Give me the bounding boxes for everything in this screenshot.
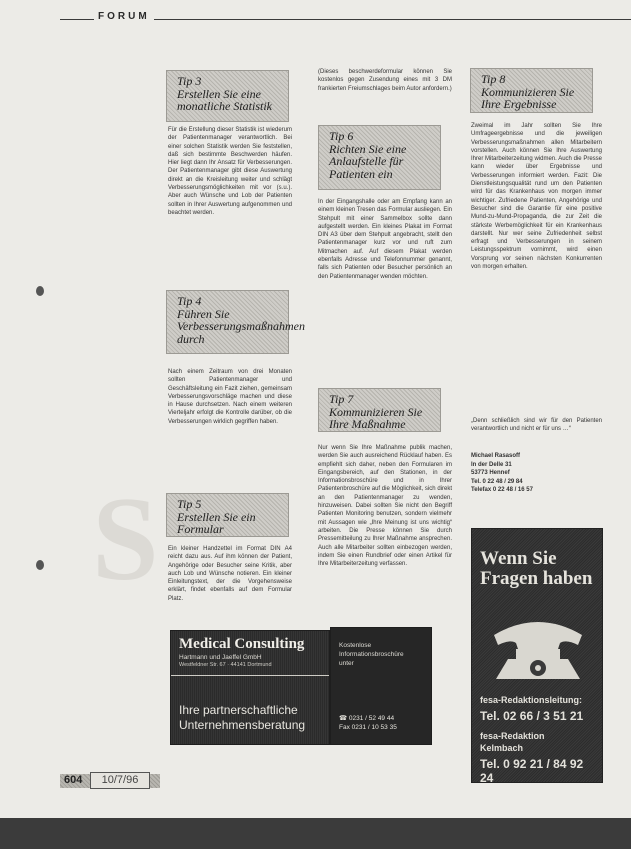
col1-paragraph-1: Für die Erstellung dieser Statistik ist wiederum der Patientenmanager verantwortlich. Bei einer solchen Statistik werden Sie feststellen, daß sich bestimmte Beschwerden häufen. Hier liegt dann Ihr Ansatz für Verbesserungen. Der Patientenmanager gibt diese Auswertung direkt an die Kreisleitung weiter und schlägt Verbesserungsmöglichkeiten mit vor (s.u.). Aber auch Wünsche und Lob der Patienten sollten in Ihrer Auswertung aufgenommen und beachtet werden. xyxy=(168,127,292,216)
col2-paragraph-2: Nur wenn Sie Ihre Maßnahme publik machen, werden Sie auch ausreichend Rücklauf haben. Es empfiehlt sich daher, neben den Formularen im Eingangsbereich, auf den Stationen, in der Informationsbroschüre und in Ihrer Patientenbroschüre auf die Möglichkeit, sich direkt an den Patientenmanager zu wenden, hinzuweisen. Dabei sollten Sie nicht den Begriff Patienten Monitoring benutzen, sondern vielmehr mit Aussagen wie „Ihre Meinung ist uns wichtig“ arbeiten. Die Presse können Sie durch Pressemitteilung zu Ihrer Maßnahme ansprechen. Auch alle Mitarbeiter sollten einbezogen werden, indem Sie einen Rundbrief oder einen Artikel für Ihre Mitarbeiterzeitung verfassen. xyxy=(318,445,452,568)
tip5-box xyxy=(166,493,289,537)
col2-paragraph-0: (Dieses beschwerdeformular können Sie kostenlos gegen Zusendung eines mit 3 DM frankierten Freiumschlages beim Autor anfordern.) xyxy=(318,69,452,92)
tip4-box xyxy=(166,290,305,354)
tip-title: Erstellen Sie eine monatliche Statistik xyxy=(177,86,272,113)
author-fax: Telefax 0 22 48 / 16 57 xyxy=(471,487,533,494)
telephone-icon xyxy=(486,613,590,681)
section-header: FORUM xyxy=(94,11,154,22)
ad-phone-2: Tel. 0 92 21 / 84 92 24 xyxy=(480,757,584,785)
col3-quote: „Denn schließlich sind wir für den Patienten verantwortlich und nicht er für uns …“ xyxy=(471,418,602,433)
consulting-fax: Fax 0231 / 10 53 35 xyxy=(339,724,397,731)
contact-advertisement xyxy=(471,528,603,783)
author-city: 53773 Hennef xyxy=(471,470,510,477)
author-name: Michael Rasasoff xyxy=(471,453,521,459)
tip6-box xyxy=(318,125,441,190)
ad-label-1: fesa-Redaktionsleitung: xyxy=(480,695,583,705)
page-number: 604 xyxy=(64,774,83,786)
tip-title: Kommunizieren Sie Ihre Ergebnisse xyxy=(481,84,575,111)
ad-phone-1: Tel. 02 66 / 3 51 21 xyxy=(480,709,584,723)
col2-paragraph-1: In der Eingangshalle oder am Empfang kann an einem kleinen Tresen das Formular ausliegen. Ein Stehpult mit einer Sammelbox sollte dann aufgestellt werden. Ein kleines Plakat im Format DIN A3 über dem Stehpult angebracht, stellt den Patientenmanager kurz vor und ruft zum Mitmachen auf. Auf diesem Plakat werden ebenfalls Adresse und Telefonnummer genannt, falls sich Patienten oder Besucher persönlich an den Patientenmanager wenden möchten. xyxy=(318,199,452,280)
banner-divider xyxy=(171,675,329,676)
tip-number: Tip 7 xyxy=(329,392,354,406)
tip-title: Erstellen Sie ein Formular xyxy=(177,509,256,536)
ad-place-2: Kelmbach xyxy=(480,743,524,753)
tip-title: Kommunizieren Sie Ihre Maßnahme xyxy=(329,404,423,431)
info-line-2: Informationsbroschüre xyxy=(339,651,404,658)
tip8-box xyxy=(470,68,593,113)
tip-number: Tip 4 xyxy=(177,294,202,308)
ad-title: Wenn Sie Fragen haben xyxy=(480,548,593,589)
tip-number: Tip 6 xyxy=(329,129,354,143)
tip-number: Tip 8 xyxy=(481,72,506,86)
col1-paragraph-3: Ein kleiner Handzettel im Format DIN A4 reicht dazu aus. Auf ihm können der Patient, Angehörige oder Besucher seine Kritik, aber auch Lob und Wünsche notieren. Ein kleiner Einleitungstext, der die Vorgehensweise erklärt, findet ebenfalls auf dem Formular Platz. xyxy=(168,546,292,602)
consulting-slogan: Ihre partnerschaftliche Unternehmensberatung xyxy=(179,703,306,732)
author-phone: Tel. 0 22 48 / 29 84 xyxy=(471,478,523,485)
info-line-3: unter xyxy=(339,660,354,667)
consulting-company: Hartmann und Jaeffel GmbH xyxy=(179,654,262,661)
scan-edge xyxy=(0,818,631,849)
tip-title: Richten Sie eine Anlaufstelle für Patienten ein xyxy=(329,141,407,181)
punch-hole xyxy=(36,286,44,296)
consulting-banner xyxy=(170,630,330,745)
consulting-name: Medical Consulting xyxy=(179,636,305,652)
tip3-box xyxy=(166,70,289,122)
col3-paragraph-1: Zweimal im Jahr sollten Sie Ihre Umfrageergebnisse und die jeweiligen Verbesserungsmaßnahmen allen Mitarbeitern vorstellen. Auch können Sie Ihre Auswertung Ihrer Mitarbeiterzeitung widmen. Auch die Presse kann wieder über Ergebnisse und Verbesserungen informiert werden. Fazit: Die Dienstleistungsqualität rund um den Patienten wird für das Krankenhaus von morgen immer wichtiger. Zufriedene Patienten, Angehörige und Besucher sind die Garantie für eine positive Mund-zu-Mund-Propaganda, die zur Zeit die stärkste Werbemöglichkeit für ein Krankenhaus darstellt. Nur wer seine Zufriedenheit selbst erfragt und Verbesserungen in seinem Leistungsspektrum vornimmt, wird einen Vorsprung vor seinen nächsten Konkurrenten von morgen erhalten. xyxy=(471,123,602,271)
author-street: In der Delle 31 xyxy=(471,461,512,468)
tip-number: Tip 3 xyxy=(177,74,202,88)
info-line-1: Kostenlose xyxy=(339,642,372,649)
tip7-box xyxy=(318,388,441,432)
ad-label-2: fesa-Redaktion xyxy=(480,731,545,741)
consulting-info-panel xyxy=(330,627,432,745)
tip-number: Tip 5 xyxy=(177,497,202,511)
issue-label: 10/7/96 xyxy=(90,772,150,789)
consulting-address: Westfeldner Str. 67 · 44141 Dortmund xyxy=(179,662,272,668)
background-letter-s: S xyxy=(92,472,159,605)
col1-paragraph-2: Nach einem Zeitraum von drei Monaten sollten Patientenmanager und Geschäftsleitung ein Fazit ziehen, gemeinsam Verbesserungsvorschläge machen und diese in Hause durchsetzen. Nach einem weiteren Vierteljahr erfolgt die Kontrolle darüber, ob die Verbesserungen wirklich gegriffen haben. xyxy=(168,369,292,425)
punch-hole xyxy=(36,560,44,570)
consulting-phone: ☎ 0231 / 52 49 44 xyxy=(339,715,395,722)
author-block xyxy=(471,452,602,495)
tip-title: Führen Sie Verbesserungsmaßnahmen durch xyxy=(177,306,305,346)
